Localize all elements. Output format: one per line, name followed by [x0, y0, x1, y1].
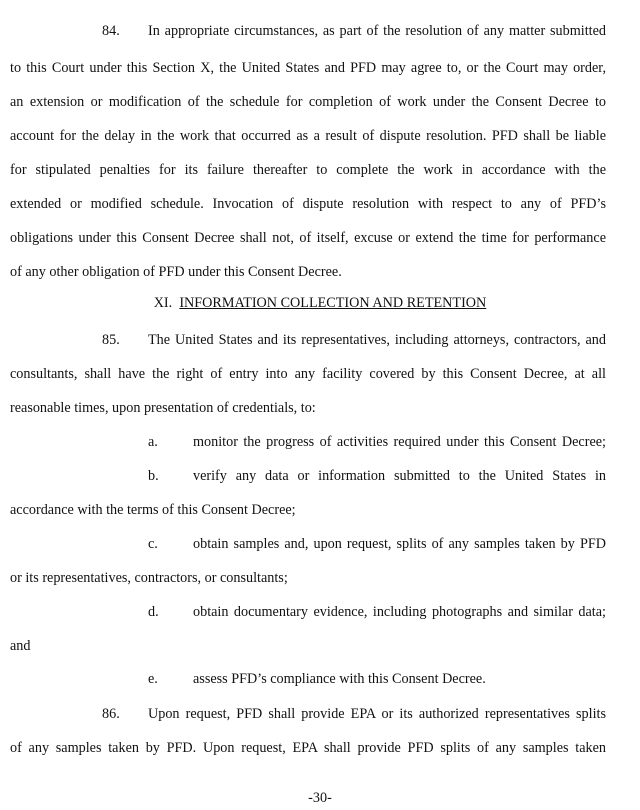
section-title: INFORMATION COLLECTION AND RETENTION	[179, 295, 487, 311]
paragraph-text-line: extended or modified schedule. Invocation of dispute resolution with respect to any of PFD’s	[10, 196, 606, 212]
section-heading	[0, 294, 640, 312]
paragraph-text-line: of any samples taken by PFD. Upon request, EPA shall provide PFD splits of any samples taken	[10, 740, 606, 756]
page-number: -30-	[308, 790, 332, 806]
paragraph-text-line: reasonable times, upon presentation of credentials, to:	[10, 400, 316, 416]
paragraph-text-line: In appropriate circumstances, as part of the resolution of any matter submitted	[148, 23, 606, 39]
list-item-text: assess PFD’s compliance with this Consent Decree.	[193, 671, 486, 687]
section-number: XI.	[153, 295, 173, 311]
list-item-letter: d.	[148, 604, 159, 620]
list-item-text: accordance with the terms of this Consent Decree;	[10, 502, 296, 518]
paragraph-number: 84.	[102, 23, 120, 39]
paragraph-text-line: an extension or modification of the schedule for completion of work under the Consent Decree to	[10, 94, 606, 110]
paragraph-text-line: The United States and its representatives, including attorneys, contractors, and	[148, 332, 606, 348]
paragraph-text-line: for stipulated penalties for its failure thereafter to complete the work in accordance with the	[10, 162, 606, 178]
list-item-letter: b.	[148, 468, 159, 484]
list-item-text: or its representatives, contractors, or consultants;	[10, 570, 288, 586]
list-item-letter: e.	[148, 671, 158, 687]
paragraph-number: 86.	[102, 706, 120, 722]
list-item-text: and	[10, 638, 31, 654]
paragraph-text-line: obligations under this Consent Decree shall not, of itself, excuse or extend the time for performance	[10, 230, 606, 246]
paragraph-text-line: account for the delay in the work that occurred as a result of dispute resolution. PFD shall be liable	[10, 128, 606, 144]
list-item-letter: c.	[148, 536, 158, 552]
list-item-text: obtain samples and, upon request, splits of any samples taken by PFD	[193, 536, 606, 552]
paragraph-text-line: Upon request, PFD shall provide EPA or its authorized representatives splits	[148, 706, 606, 722]
list-item-letter: a.	[148, 434, 158, 450]
list-item-text: obtain documentary evidence, including photographs and similar data;	[193, 604, 606, 620]
paragraph-number: 85.	[102, 332, 120, 348]
paragraph-text-line: of any other obligation of PFD under this Consent Decree.	[10, 264, 342, 280]
paragraph-text-line: consultants, shall have the right of entry into any facility covered by this Consent Decree, at all	[10, 366, 606, 382]
list-item-text: monitor the progress of activities required under this Consent Decree;	[193, 434, 606, 450]
list-item-text: verify any data or information submitted to the United States in	[193, 468, 606, 484]
paragraph-text-line: to this Court under this Section X, the United States and PFD may agree to, or the Court may order,	[10, 60, 606, 76]
